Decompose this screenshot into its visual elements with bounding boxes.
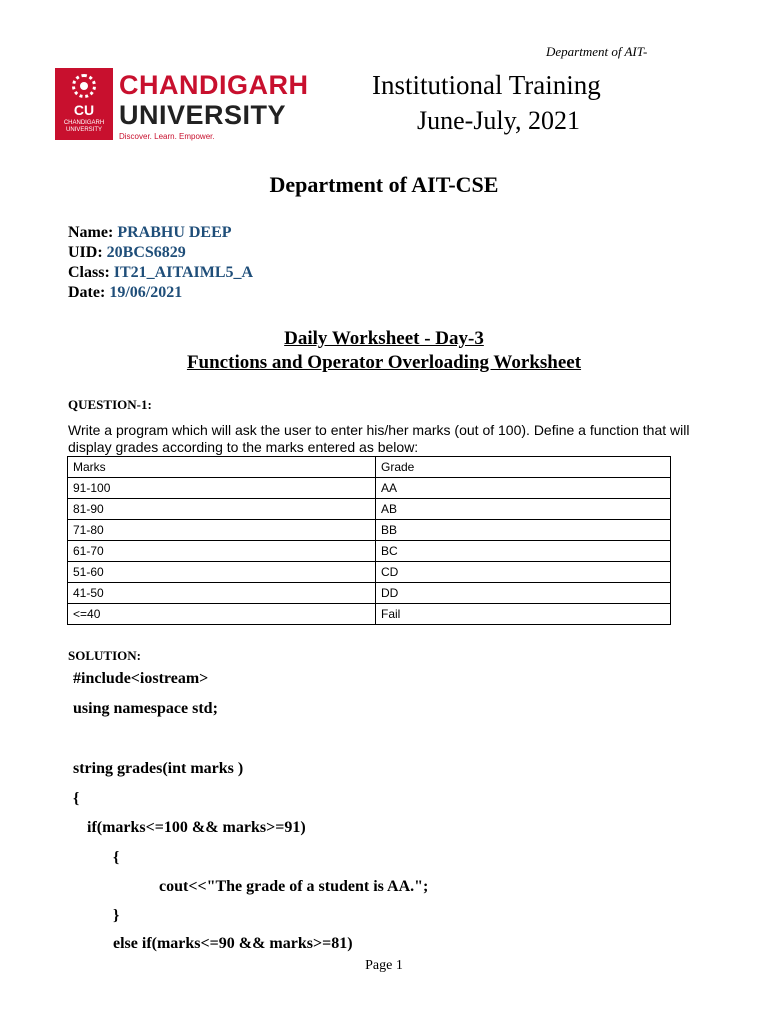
code-line: #include<iostream> [73,670,209,687]
student-name-row [68,224,232,242]
worksheet-title: Daily Worksheet - Day-3 [284,328,484,349]
name-label: Name: [68,224,114,241]
name-value: PRABHU DEEP [117,224,232,241]
worksheet-subtitle: Functions and Operator Overloading Worksheet [186,352,582,373]
page-number: Page 1 [365,958,403,973]
table-cell: 51-60 [68,562,376,583]
table-cell: 41-50 [68,583,376,604]
gear-emblem-icon [72,74,96,98]
logo-tagline: Discover. Learn. Empower. [119,132,215,141]
table-cell: 71-80 [68,520,376,541]
solution-label: SOLUTION: [68,648,141,663]
logo-badge-text: CU [73,102,95,118]
table-cell: Fail [376,604,671,625]
table-row [68,583,671,604]
student-uid-row [68,244,186,262]
table-cell: BC [376,541,671,562]
table-cell: 91-100 [68,478,376,499]
logo-badge [55,68,113,140]
table-row [68,478,671,499]
logo-name-line1: CHANDIGARH [119,70,309,100]
date-value: 19/06/2021 [109,284,183,301]
department-heading: Department of AIT-CSE [269,172,499,197]
code-line: using namespace std; [73,700,218,717]
table-cell: 81-90 [68,499,376,520]
table-row [68,562,671,583]
code-line: { [113,849,120,866]
uid-value: 20BCS6829 [106,244,186,261]
logo-badge-subtext: CHANDIGARH UNIVERSITY [63,120,105,133]
table-header-cell: Grade [376,457,671,478]
table-cell: BB [376,520,671,541]
table-cell: <=40 [68,604,376,625]
code-line: cout<<"The grade of a student is AA."; [159,878,429,895]
question-label: QUESTION-1: [68,397,152,412]
code-line: { [73,790,80,807]
class-value: IT21_AITAIML5_A [113,264,254,281]
document-title: Institutional Training [372,70,601,100]
code-line: } [113,907,120,924]
code-line: else if(marks<=90 && marks>=81) [113,935,353,952]
table-cell: 61-70 [68,541,376,562]
document-date: June-July, 2021 [417,106,580,135]
uid-label: UID: [68,244,103,261]
code-line: if(marks<=100 && marks>=91) [87,819,306,836]
table-header-cell: Marks [68,457,376,478]
table-cell: CD [376,562,671,583]
table-cell: DD [376,583,671,604]
table-cell: AB [376,499,671,520]
student-date-row [68,284,182,302]
student-class-row [68,264,253,282]
table-row [68,499,671,520]
table-header-row [68,457,671,478]
question-text: Write a program which will ask the user to enter his/her marks (out of 100). Define a function that will display grades according to the marks entered as below: [68,422,690,455]
header-department-tag: Department of AIT- [546,44,648,59]
table-row [68,520,671,541]
code-line: string grades(int marks ) [73,760,244,777]
table-row [68,604,671,625]
date-label: Date: [68,284,106,301]
grade-table [67,456,671,625]
class-label: Class: [68,264,110,281]
logo-name-line2: UNIVERSITY [119,100,287,130]
table-row [68,541,671,562]
university-logo [55,68,309,144]
table-cell: AA [376,478,671,499]
